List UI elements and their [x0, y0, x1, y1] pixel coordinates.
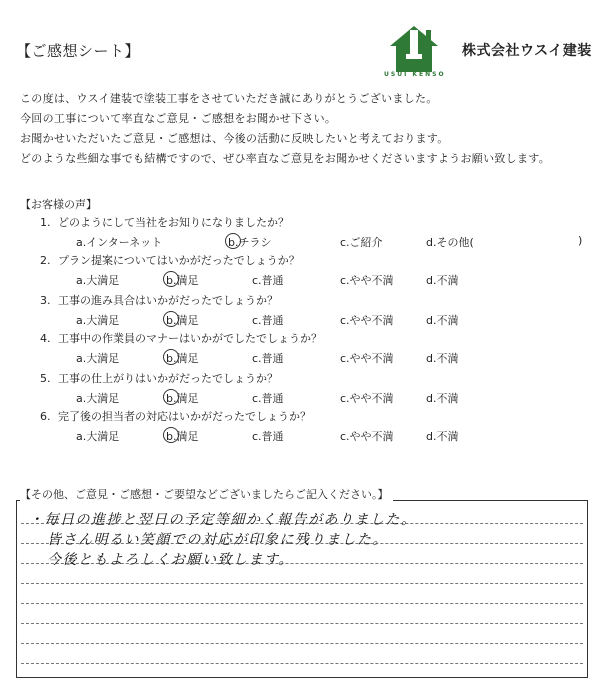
q2-option-a[interactable]: a.大満足 [76, 274, 120, 287]
q2-option-b[interactable] [166, 272, 198, 288]
question-3 [40, 292, 278, 308]
option-label: b.満足 [166, 392, 199, 405]
q3-option-c2[interactable]: c.やや不満 [340, 314, 394, 327]
option-label: b.満足 [166, 274, 199, 287]
logo-wordmark: USUI KENSO [384, 71, 446, 78]
q3-option-b[interactable] [166, 312, 198, 328]
question-number: 6. [40, 410, 51, 423]
q2-option-c2[interactable]: c.やや不満 [340, 274, 394, 287]
ruled-line [21, 623, 583, 624]
ruled-line [21, 603, 583, 604]
option-label: b.チラシ [228, 236, 272, 249]
q5-option-c[interactable]: c.普通 [252, 392, 284, 405]
question-number: 2. [40, 254, 51, 267]
question-5 [40, 370, 278, 386]
q6-option-a[interactable]: a.大満足 [76, 430, 120, 443]
q5-option-b[interactable] [166, 390, 198, 406]
selected-circle-mark [163, 389, 179, 405]
q1-option-d-close: ) [578, 234, 583, 247]
handwritten-comment-line-2: 皆さん明るい笑顔での対応が印象に残りました。 [47, 532, 388, 548]
ruled-line [21, 583, 583, 584]
q6-option-c2[interactable]: c.やや不満 [340, 430, 394, 443]
sheet-title: 【ご感想シート】 [16, 42, 141, 60]
question-2 [40, 252, 300, 268]
q6-option-d[interactable]: d.不満 [426, 430, 459, 443]
q5-option-c2[interactable]: c.やや不満 [340, 392, 394, 405]
q1-option-b[interactable] [228, 234, 271, 250]
selected-circle-mark [225, 233, 241, 249]
q1-option-a[interactable]: a.インターネット [76, 236, 163, 249]
comment-box-header: 【その他、ご意見・ご感想・ご要望などございましたらご記入ください。】 [20, 486, 393, 502]
selected-circle-mark [163, 271, 179, 287]
question-number: 1. [40, 216, 51, 229]
q3-option-a[interactable]: a.大満足 [76, 314, 120, 327]
q3-option-c[interactable]: c.普通 [252, 314, 284, 327]
q6-option-b[interactable] [166, 428, 198, 444]
question-text: 工事中の作業員のマナーはいかがでしたでしょうか？ [58, 332, 322, 345]
question-text: 工事の進み具合はいかがだったでしょうか？ [58, 294, 278, 307]
selected-circle-mark [163, 311, 179, 327]
ruled-line [21, 643, 583, 644]
question-text: 完了後の担当者の対応はいかがだったでしょうか？ [58, 410, 311, 423]
q4-option-d[interactable]: d.不満 [426, 352, 459, 365]
q1-option-d[interactable]: d.その他( [426, 236, 474, 249]
question-6 [40, 408, 311, 424]
q4-option-a[interactable]: a.大満足 [76, 352, 120, 365]
company-logo-house-icon [384, 24, 444, 72]
selected-circle-mark [163, 349, 179, 365]
q4-option-b[interactable] [166, 350, 198, 366]
comment-box[interactable] [16, 500, 588, 678]
q5-option-d[interactable]: d.不満 [426, 392, 459, 405]
voice-header: 【お客様の声】 [20, 198, 97, 211]
q4-option-c[interactable]: c.普通 [252, 352, 284, 365]
option-label: b.満足 [166, 352, 199, 365]
intro-line-3: お聞かせいただいたご意見・ご感想は、今後の活動に反映したいと考えております。 [20, 132, 449, 145]
question-number: 3. [40, 294, 51, 307]
q4-option-c2[interactable]: c.やや不満 [340, 352, 394, 365]
question-text: 工事の仕上がりはいかがだったでしょうか？ [58, 372, 278, 385]
q2-option-c[interactable]: c.普通 [252, 274, 284, 287]
option-label: b.満足 [166, 430, 199, 443]
q3-option-d[interactable]: d.不満 [426, 314, 459, 327]
company-name: 株式会社ウスイ建装 [462, 43, 592, 59]
handwritten-comment-line-1: ・毎日の進捗と翌日の予定等細かく報告がありました。 [29, 512, 417, 528]
intro-line-2: 今回の工事について率直なご意見・ご感想をお聞かせ下さい。 [20, 112, 337, 125]
ruled-line [21, 663, 583, 664]
question-1 [40, 214, 289, 230]
question-text: どのようにして当社をお知りになりましたか？ [58, 216, 289, 229]
question-number: 5. [40, 372, 51, 385]
q1-option-c[interactable]: c.ご紹介 [340, 236, 383, 249]
question-4 [40, 330, 322, 346]
intro-line-1: この度は、ウスイ建装で塗装工事をさせていただき誠にありがとうございました。 [20, 92, 438, 105]
question-text: プラン提案についてはいかがだったでしょうか？ [58, 254, 300, 267]
q5-option-a[interactable]: a.大満足 [76, 392, 120, 405]
intro-line-4: どのような些細な事でも結構ですので、ぜひ率直なご意見をお聞かせくださいますようお願い致します。 [20, 152, 550, 165]
handwritten-comment-line-3: 今後ともよろしくお願い致します。 [47, 552, 294, 568]
selected-circle-mark [163, 427, 179, 443]
option-label: b.満足 [166, 314, 199, 327]
q6-option-c[interactable]: c.普通 [252, 430, 284, 443]
question-number: 4. [40, 332, 51, 345]
q2-option-d[interactable]: d.不満 [426, 274, 459, 287]
